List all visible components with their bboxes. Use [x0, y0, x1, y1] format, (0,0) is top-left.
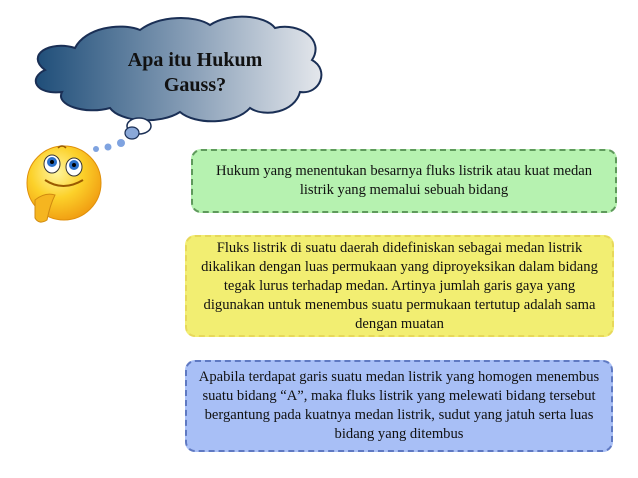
- homogeneous-field-box: [185, 360, 613, 452]
- homogeneous-field-text: Apabila terdapat garis suatu medan listrik yang homogen menembus suatu bidang “A”, maka fluks listrik yang melewati bidang tersebut bergantung pada kuatnya medan listrik, sudut yang jatuh serta luas bidang yang ditembus: [198, 369, 600, 442]
- flux-explanation-text: Fluks listrik di suatu daerah didefiniskan sebagai medan listrik dikalikan dengan luas permukaan yang diproyeksikan dalam bidang tegak lurus terhadap medan. Artinya jumlah garis gaya yang digunakan untuk menembus suatu permukaan tertutup adalah sama dengan muatan: [201, 239, 598, 332]
- definition-box: [191, 149, 617, 213]
- cloud-title: Apa itu Hukum Gauss?: [127, 49, 263, 96]
- thinking-face-icon: [27, 146, 101, 222]
- flux-explanation-box: [185, 235, 614, 337]
- definition-text: Hukum yang menentukan besarnya fluks listrik atau kuat medan listrik yang memalui sebuah bidang: [215, 163, 593, 198]
